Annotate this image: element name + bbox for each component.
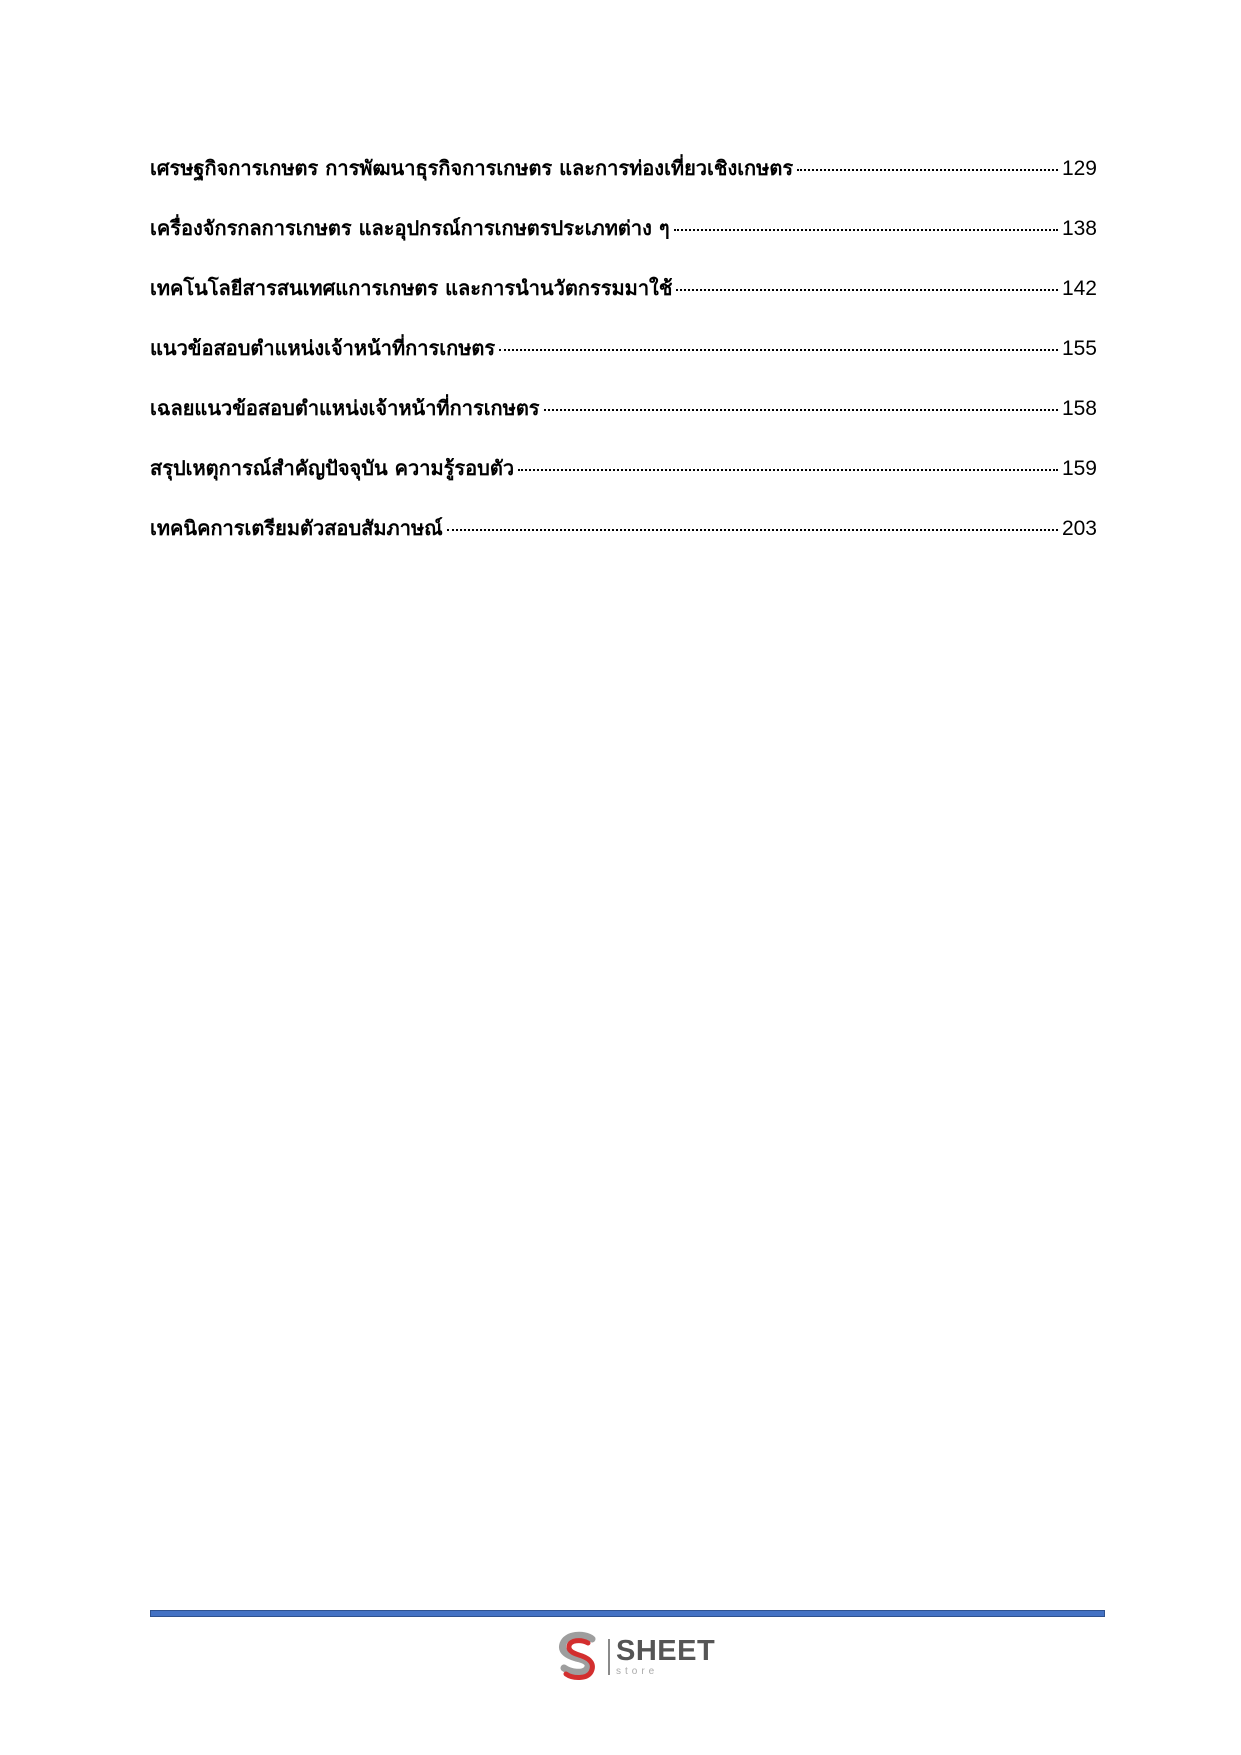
toc-entry[interactable] — [150, 212, 1097, 272]
toc-entry-title: เศรษฐกิจการเกษตร การพัฒนาธุรกิจการเกษตร และการท่องเที่ยวเชิงเกษตร — [150, 156, 794, 180]
toc-dot-leader — [499, 349, 1058, 351]
toc-entry-title: เครื่องจักรกลการเกษตร และอุปกรณ์การเกษตรประเภทต่าง ๆ — [150, 216, 670, 240]
toc-page-number: 203 — [1061, 517, 1097, 540]
toc-dot-leader — [797, 169, 1058, 171]
toc-page-number: 138 — [1061, 217, 1097, 240]
toc-dot-leader — [674, 229, 1058, 231]
toc-entry[interactable] — [150, 272, 1097, 332]
toc-entry[interactable] — [150, 452, 1097, 512]
logo-separator — [608, 1639, 610, 1675]
toc-page-number: 129 — [1061, 157, 1097, 180]
toc-entry[interactable] — [150, 392, 1097, 452]
toc-dot-leader — [518, 469, 1058, 471]
toc-page-number: 155 — [1061, 337, 1097, 360]
logo-wordmark — [616, 1637, 715, 1677]
footer-divider — [150, 1610, 1105, 1617]
logo-word: SHEET — [616, 1635, 716, 1667]
toc-entry-title: เฉลยแนวข้อสอบตำแหน่งเจ้าหน้าที่การเกษตร — [150, 396, 540, 420]
logo-subword: store — [616, 1666, 659, 1677]
toc-page-number: 142 — [1061, 277, 1097, 300]
toc-entry-title: เทคโนโลยีสารสนเทศแการเกษตร และการนำนวัตกรรมมาใช้ — [150, 276, 673, 300]
toc-page-number: 158 — [1061, 397, 1097, 420]
toc-dot-leader — [544, 409, 1058, 411]
sheet-store-logo — [554, 1631, 715, 1683]
toc-dot-leader — [676, 289, 1058, 291]
sheet-store-s-logo-icon — [554, 1631, 604, 1683]
table-of-contents — [150, 152, 1097, 572]
toc-entry-title: สรุปเหตุการณ์สำคัญปัจจุบัน ความรู้รอบตัว — [150, 456, 515, 480]
toc-entry-title: แนวข้อสอบตำแหน่งเจ้าหน้าที่การเกษตร — [150, 336, 496, 360]
toc-entry[interactable] — [150, 512, 1097, 572]
toc-dot-leader — [447, 529, 1058, 531]
toc-entry[interactable] — [150, 152, 1097, 212]
toc-entry-title: เทคนิคการเตรียมตัวสอบสัมภาษณ์ — [150, 516, 443, 540]
toc-entry[interactable] — [150, 332, 1097, 392]
toc-page-number: 159 — [1061, 457, 1097, 480]
